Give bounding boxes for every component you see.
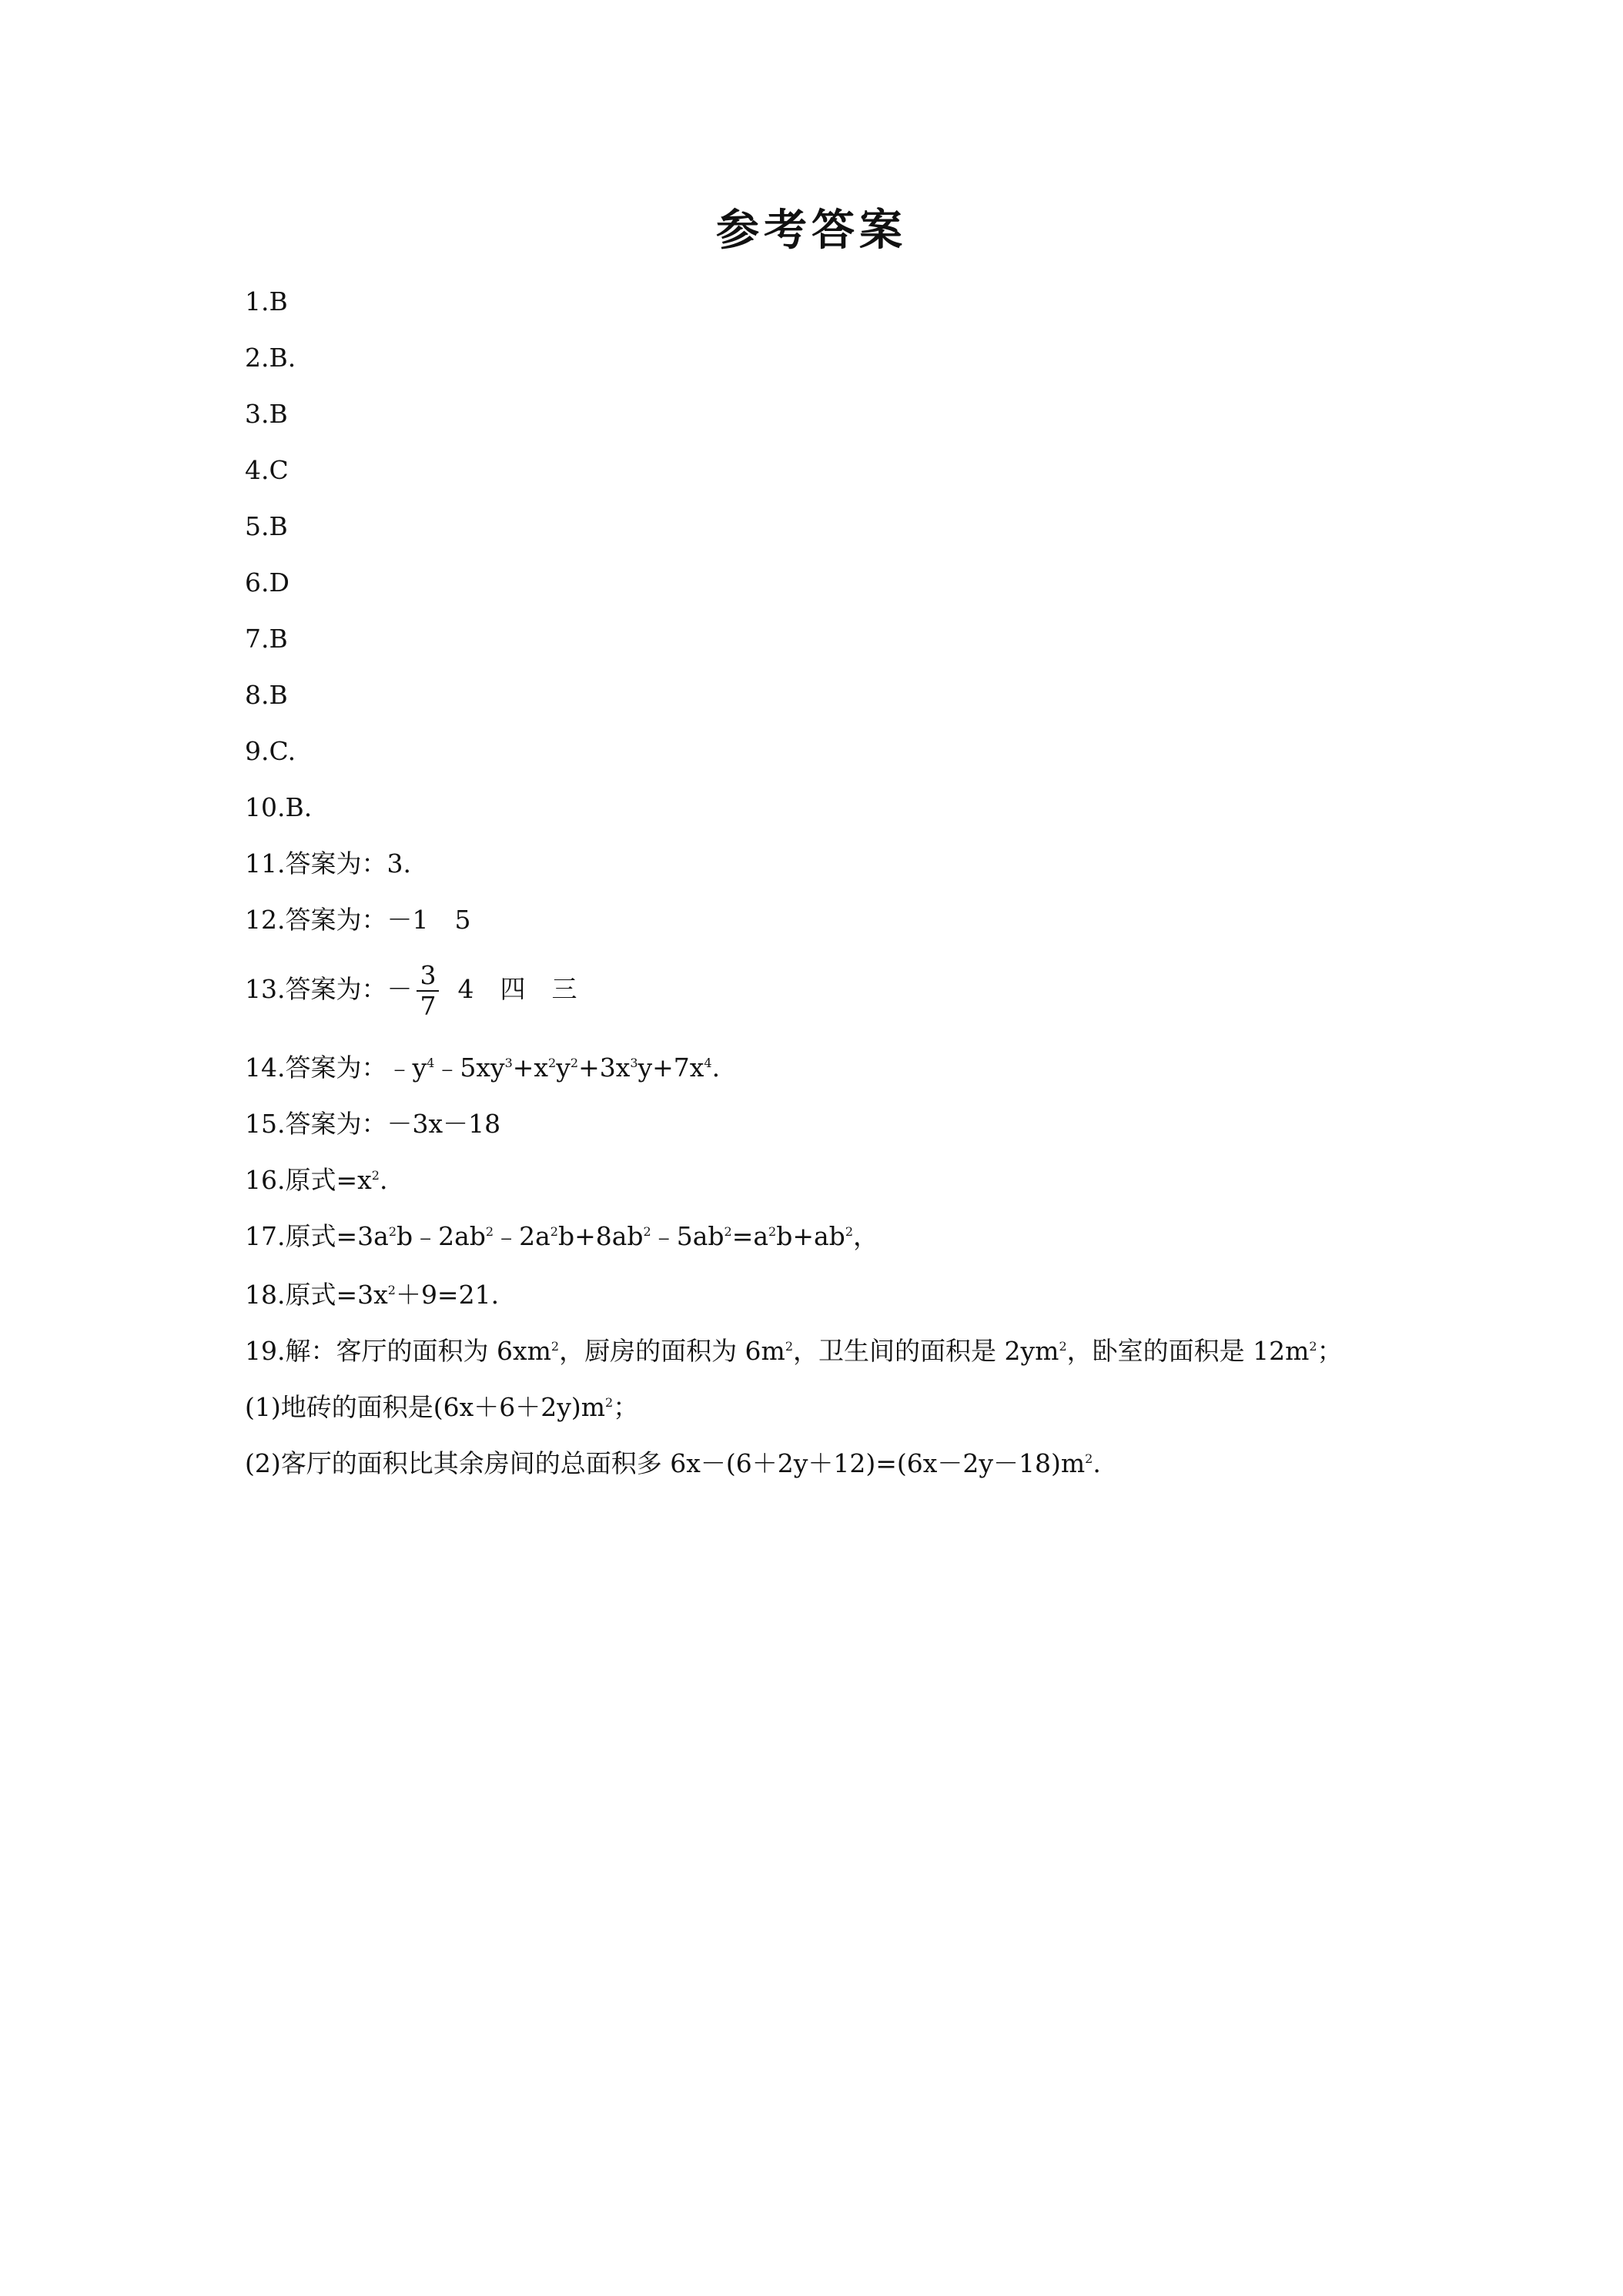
answer-line: 8.B [245, 680, 288, 710]
answer-line-14: 14.答案为：$﹣y^4﹣5xy^3+x^2y^2+3x^3y+7x^4$. [245, 1053, 721, 1083]
answer-line: 2.B. [245, 343, 296, 373]
answer-line-19-2: (2)客厅的面积比其余房间的总面积多 $6x-(6+2y+12)=(6x-2y-18)m^2$. [245, 1448, 1101, 1478]
answer-line: 5.B [245, 511, 288, 541]
answer-line: 9.C. [245, 736, 296, 766]
answer-line-17: 17.原式$=3a^2b﹣2ab^2﹣2a^2b+8ab^2﹣5ab^2=a^2b+ab^2$， [245, 1221, 878, 1251]
answer-line: 1.B [245, 286, 288, 316]
fraction: $\frac{3}{7}$ [417, 961, 439, 1021]
answer-line-19-1: (1)地砖的面积是$(6x+6+2y)m^2$； [245, 1392, 639, 1422]
answer-line-19: 19.解：客厅的面积为 $6xm^2$，厨房的面积为 $6m^2$，卫生间的面积是 $2ym^2$，卧室的面积是 $12m^2$； [245, 1336, 1343, 1366]
answer-line-12: 12.答案为：－1 5 [245, 905, 471, 935]
answer-line: 6.D [245, 567, 289, 597]
answer-line: 3.B [245, 399, 288, 429]
answer-line-15: 15.答案为：－3x－18 [245, 1109, 501, 1139]
answer-line-18: 18.原式$=3x^2+9=21$. [245, 1280, 500, 1310]
page-title: 参考答案 [716, 206, 907, 256]
answer-line-13: 13.答案为：－ $\frac{3}{7}$ 4 四 三 [245, 960, 577, 1021]
answer-line: 11.答案为：3. [245, 848, 411, 879]
answer-line: 4.C [245, 455, 289, 485]
answer-line-16: 16.原式$=x^2$. [245, 1165, 388, 1195]
answer-line: 7.B [245, 624, 288, 654]
answer-line: 10.B. [245, 792, 313, 822]
